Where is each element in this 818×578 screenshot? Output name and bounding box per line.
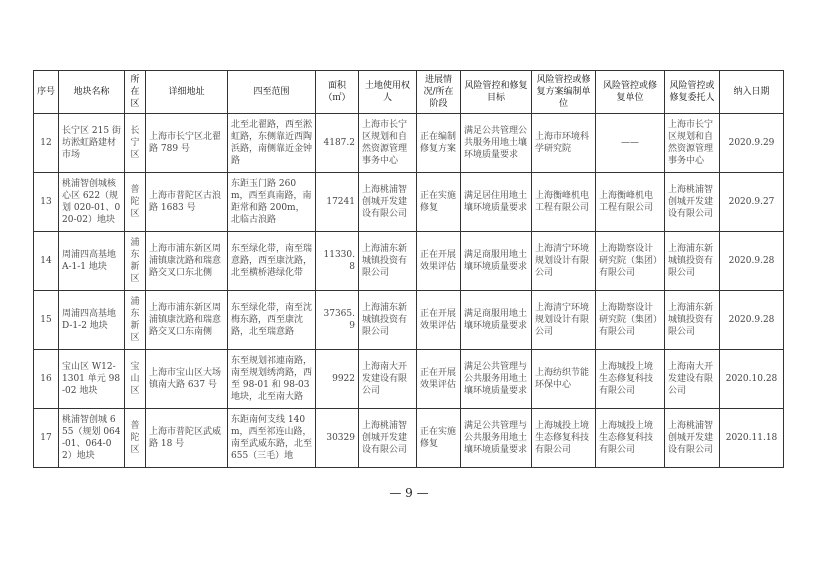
cell-contractor: 上海衡峰机电工程有限公司 [596, 173, 665, 232]
cell-planner: 上海衡峰机电工程有限公司 [532, 173, 596, 232]
page-number: — 9 — [389, 486, 429, 500]
cell-stage: 正在开展效果评估 [417, 291, 461, 350]
cell-contractor: 上海勘察设计研究院（集团）有限公司 [596, 291, 665, 350]
land-parcel-table [33, 70, 784, 468]
cell-client: 上海市长宁区规划和自然资源管理事务中心 [665, 114, 720, 173]
cell-area: 37365.9 [316, 291, 359, 350]
cell-owner: 上海桃浦智创城开发建设有限公司 [359, 409, 417, 468]
table-row [34, 350, 784, 409]
header-boundary: 四至范围 [228, 71, 316, 114]
table-row [34, 409, 784, 468]
cell-goal: 满足公共管理与公共服务用地土壤环境质量要求 [461, 409, 532, 468]
cell-goal: 满足商服用地土壤环境质量要求 [461, 232, 532, 291]
cell-goal: 满足居住用地土壤环境质量要求 [461, 173, 532, 232]
header-row [34, 71, 784, 114]
cell-area: 11330.8 [316, 232, 359, 291]
table-row [34, 291, 784, 350]
table-row [34, 114, 784, 173]
header-no: 序号 [34, 71, 59, 114]
cell-boundary: 东至绿化带，南至沈梅东路，西至康沈路，北至瑞意路 [228, 291, 316, 350]
header-planner: 风险管控或修复方案编制单位 [532, 71, 596, 114]
cell-contractor: 上海勘察设计研究院（集团）有限公司 [596, 232, 665, 291]
cell-name: 长宁区 215 街坊淞虹路建材市场 [59, 114, 125, 173]
cell-no: 15 [34, 291, 59, 350]
cell-district: 浦东新区 [125, 232, 146, 291]
cell-boundary: 北至北翟路，西至淞虹路，东侧靠近西陶浜路，南侧靠近金钟路 [228, 114, 316, 173]
cell-area: 17241 [316, 173, 359, 232]
cell-district: 宝山区 [125, 350, 146, 409]
cell-no: 17 [34, 409, 59, 468]
cell-owner: 上海桃浦智创城开发建设有限公司 [359, 173, 417, 232]
cell-date: 2020.9.29 [720, 114, 784, 173]
cell-client: 上海浦东新城镇投资有限公司 [665, 232, 720, 291]
cell-stage: 正在编制修复方案 [417, 114, 461, 173]
cell-address: 上海市浦东新区周浦镇康沈路和瑞意路交叉口东南侧 [146, 291, 228, 350]
cell-name: 周浦四高基地 D-1-2 地块 [59, 291, 125, 350]
cell-address: 上海市普陀区古浪路 1683 号 [146, 173, 228, 232]
cell-address: 上海市浦东新区周浦镇康沈路和瑞意路交叉口东北侧 [146, 232, 228, 291]
header-stage: 进展情况/所在阶段 [417, 71, 461, 114]
cell-contractor: —— [596, 114, 665, 173]
cell-client: 上海桃浦智创城开发建设有限公司 [665, 409, 720, 468]
cell-address: 上海市普陀区武威路 18 号 [146, 409, 228, 468]
cell-goal: 满足商服用地土壤环境质量要求 [461, 291, 532, 350]
cell-owner: 上海南大开发建设有限公司 [359, 350, 417, 409]
cell-client: 上海南大开发建设有限公司 [665, 350, 720, 409]
cell-no: 12 [34, 114, 59, 173]
cell-no: 16 [34, 350, 59, 409]
cell-boundary: 东至绿化带，南至瑞意路，西至康沈路，北至横桥港绿化带 [228, 232, 316, 291]
cell-date: 2020.11.18 [720, 409, 784, 468]
cell-planner: 上海清宁环境规划设计有限公司 [532, 291, 596, 350]
header-name: 地块名称 [59, 71, 125, 114]
cell-owner: 上海浦东新城镇投资有限公司 [359, 291, 417, 350]
header-district: 所在区 [125, 71, 146, 114]
header-goal: 风险管控和修复目标 [461, 71, 532, 114]
cell-address: 上海市宝山区大场镇南大路 637 号 [146, 350, 228, 409]
cell-no: 13 [34, 173, 59, 232]
cell-owner: 上海市长宁区规划和自然资源管理事务中心 [359, 114, 417, 173]
cell-goal: 满足公共管理与公共服务用地土壤环境质量要求 [461, 350, 532, 409]
cell-address: 上海市长宁区北翟路 789 号 [146, 114, 228, 173]
cell-boundary: 东至规划祁連南路，南至规划绣湾路，西至 98-01 和 98-03 地块，北至南大路 [228, 350, 316, 409]
cell-name: 桃浦智创城核心区 622（规划 020-01、020-02）地块 [59, 173, 125, 232]
cell-district: 普陀区 [125, 409, 146, 468]
cell-owner: 上海浦东新城镇投资有限公司 [359, 232, 417, 291]
cell-area: 30329 [316, 409, 359, 468]
cell-district: 长宁区 [125, 114, 146, 173]
cell-planner: 上海纺织节能环保中心 [532, 350, 596, 409]
header-contractor: 风险管控或修复单位 [596, 71, 665, 114]
cell-area: 4187.2 [316, 114, 359, 173]
cell-date: 2020.10.28 [720, 350, 784, 409]
cell-planner: 上海市环境科学研究院 [532, 114, 596, 173]
table-row [34, 173, 784, 232]
cell-name: 宝山区 W12-1301 单元 98-02 地块 [59, 350, 125, 409]
cell-name: 周浦四高基地 A-1-1 地块 [59, 232, 125, 291]
cell-date: 2020.9.28 [720, 232, 784, 291]
cell-boundary: 东距玉门路 260m，西至真南路，南距常和路 200m，北临古浪路 [228, 173, 316, 232]
cell-client: 上海桃浦智创城开发建设有限公司 [665, 173, 720, 232]
cell-goal: 满足公共管理公共服务用地土壤环境质量要求 [461, 114, 532, 173]
cell-planner: 上海清宁环境规划设计有限公司 [532, 232, 596, 291]
cell-no: 14 [34, 232, 59, 291]
header-client: 风险管控或修复委托人 [665, 71, 720, 114]
cell-client: 上海浦东新城镇投资有限公司 [665, 291, 720, 350]
cell-stage: 正在实施修复 [417, 173, 461, 232]
cell-stage: 正在开展效果评估 [417, 350, 461, 409]
cell-stage: 正在实施修复 [417, 409, 461, 468]
header-date: 纳入日期 [720, 71, 784, 114]
cell-date: 2020.9.28 [720, 291, 784, 350]
cell-date: 2020.9.27 [720, 173, 784, 232]
header-area: 面积（㎡） [316, 71, 359, 114]
cell-planner: 上海城投上境生态修复科技有限公司 [532, 409, 596, 468]
cell-stage: 正在开展效果评估 [417, 232, 461, 291]
cell-contractor: 上海城投上境生态修复科技有限公司 [596, 409, 665, 468]
cell-district: 浦东新区 [125, 291, 146, 350]
header-address: 详细地址 [146, 71, 228, 114]
cell-district: 普陀区 [125, 173, 146, 232]
cell-contractor: 上海城投上境生态修复科技有限公司 [596, 350, 665, 409]
cell-name: 桃浦智创城 655（规划 064-01、064-02）地块 [59, 409, 125, 468]
cell-boundary: 东距南何支线 140m，西至祁连山路，南至武威东路，北至 655（三毛）地 [228, 409, 316, 468]
cell-area: 9922 [316, 350, 359, 409]
header-owner: 土地使用权人 [359, 71, 417, 114]
table-row [34, 232, 784, 291]
